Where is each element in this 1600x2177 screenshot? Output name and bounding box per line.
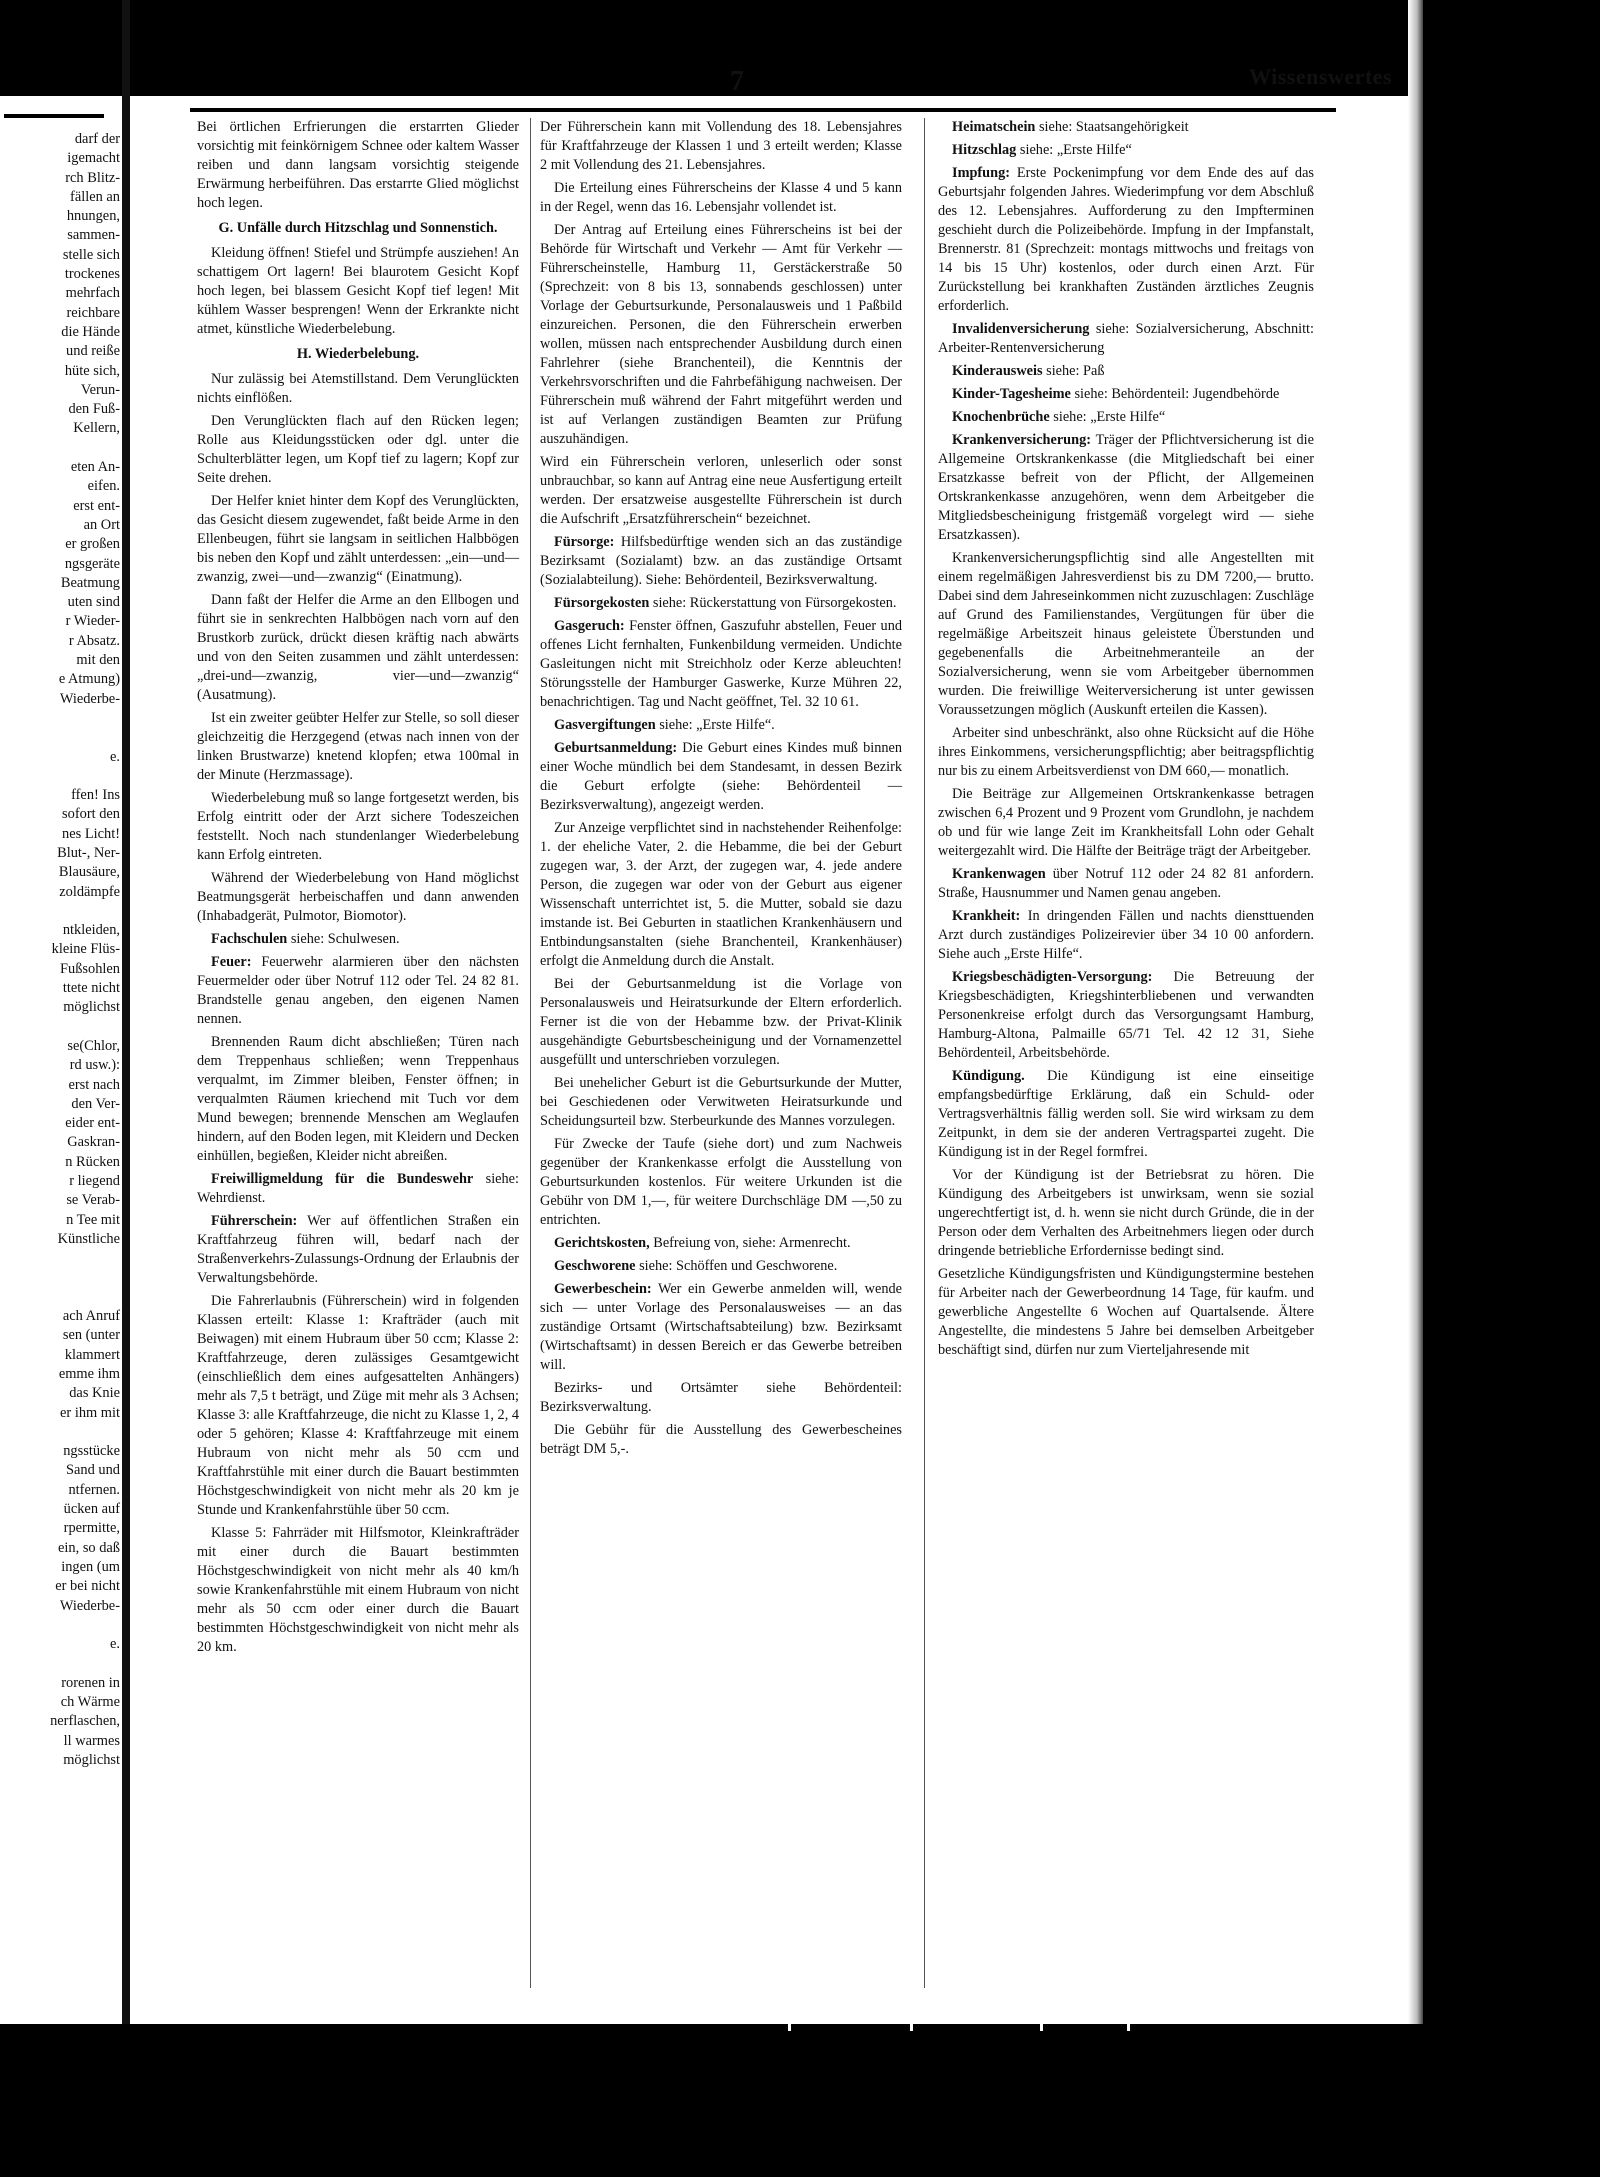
fragment-line: r Wieder-	[65, 613, 120, 630]
text-column-3	[938, 118, 1314, 1364]
entry-keyword: Fachschulen	[211, 931, 288, 947]
fragment-line: igemacht	[67, 150, 120, 167]
fragment-line: uten sind	[67, 594, 120, 611]
fragment-line: mehrfach	[65, 285, 120, 302]
fragment-line: nerflaschen,	[50, 1713, 120, 1730]
paragraph: Wiederbelebung muß so lange fortgesetzt werden, bis Erfolg eintritt oder der Arzt sichere Todeszeichen feststellt. Noch nach stundenlanger Wiederbelebung kann Erfolg eintreten.	[197, 790, 519, 863]
glossary-entry	[938, 968, 1314, 1063]
fragment-line: trockenes	[64, 266, 120, 283]
paragraph: Die Beiträge zur Allgemeinen Ortskrankenkasse betragen zwischen 6,4 Prozent und 9 Prozent vom Grundlohn, je nachdem ob und für wie lange Zeit im Krankheitsfall Lohn oder Gehalt weitergezahlt wird. Die Hälfte der Beiträge trägt der Arbeitgeber.	[938, 786, 1314, 859]
entry-text: siehe: Rückerstattung von Fürsorgekosten.	[649, 595, 897, 611]
fragment-line: ch Wärme	[60, 1694, 120, 1711]
entry-keyword: Geschworene	[554, 1258, 636, 1274]
fragment-line: ngsstücke	[63, 1443, 120, 1460]
fragment-line	[2, 1423, 120, 1442]
subsection-heading: G. Unfälle durch Hitzschlag und Sonnenstich.	[218, 220, 498, 236]
entry-text: siehe: Schöffen und Geschworene.	[635, 1258, 838, 1274]
fragment-line: möglichst	[63, 1751, 120, 1768]
fragment-line	[2, 1269, 120, 1288]
fragment-line: sammen-	[67, 227, 120, 244]
entry-keyword: Gerichtskosten,	[554, 1235, 650, 1251]
entry-keyword: Heimatschein	[952, 119, 1036, 135]
glossary-entry	[197, 953, 519, 1029]
entry-keyword: Gewerbeschein:	[554, 1281, 652, 1297]
glossary-entry	[540, 1234, 902, 1253]
fragment-line: e Atmung)	[58, 671, 120, 688]
entry-text: siehe: „Erste Hilfe“	[1016, 142, 1132, 158]
fragment-line: ach Anruf	[62, 1308, 120, 1325]
fragment-line: zoldämpfe	[59, 883, 120, 900]
entry-text: siehe: Paß	[1042, 363, 1105, 379]
paragraph: Der Führerschein kann mit Vollendung des 18. Lebensjahres für Kraftfahrzeuge der Klassen 1 und 3 erteilt werden; Klasse 2 mit Vollendung des 21. Lebensjahres.	[540, 119, 902, 173]
entry-text: Erste Pockenimpfung vor dem Ende des auf das Geburtsjahr folgenden Jahres. Wiederimpfung vor dem Abschluß des 12. Lebensjahres. Aufforderung zu den Impfterminen geschieht durch die Polizeibehörde. Impfung in der Impfanstalt, Brennerstr. 81 (Sprechzeit: montags mittwochs und freitags von 14 bis 15 Uhr) kostenlos, oder durch einen Arzt. Für Zurückstellung bei krankhaften Zuständen ärztliches Zeugnis erforderlich.	[938, 165, 1314, 314]
entry-keyword: Fürsorge:	[554, 534, 615, 550]
adjacent-page-text	[2, 130, 120, 1770]
fragment-line: rpermitte,	[63, 1520, 120, 1537]
entry-keyword: Krankheit:	[952, 908, 1021, 924]
entry-text: Wer auf öffentlichen Straßen ein Kraftfahrzeug führen will, bedarf nach der Straßenverkehrs-Zulassungs-Ordnung der Erlaubnis der Verwaltungsbehörde.	[197, 1213, 519, 1286]
entry-keyword: Krankenversicherung:	[952, 432, 1091, 448]
scan-tick-mark	[910, 2024, 913, 2031]
paragraph: Ist ein zweiter geübter Helfer zur Stelle, so soll dieser gleichzeitig die Herzgegend (etwas nach innen von der linken Brustwarze) knetend klopfen; etwa 100mal in der Minute (Herzmassage).	[197, 710, 519, 783]
glossary-entry	[938, 408, 1314, 427]
entry-text: Hilfsbedürftige wenden sich an das zuständige Bezirksamt (Sozialamt) bzw. an das zuständige Ortsamt (Sozialabteilung). Siehe: Behördenteil, Bezirksverwaltung.	[540, 534, 902, 588]
glossary-entry	[540, 617, 902, 712]
fragment-line: n Tee mit	[66, 1211, 120, 1228]
column-divider	[924, 118, 925, 1988]
fragment-line: den Fuß-	[68, 401, 120, 418]
fragment-line: eifen.	[87, 478, 120, 495]
fragment-line: Verun-	[80, 381, 120, 398]
fragment-line: fällen an	[70, 188, 120, 205]
glossary-entry	[938, 362, 1314, 381]
text-column-2	[540, 118, 902, 1463]
fragment-line: ntfernen.	[68, 1481, 120, 1498]
fragment-line: emme ihm	[58, 1366, 120, 1382]
paragraph: Brennenden Raum dicht abschließen; Türen nach dem Treppenhaus schließen; wenn Treppenhaus verqualmt, im Zimmer bleiben, Fenster öffnen; in verqualmten Räumen kriechend mit Tuch vor dem Mund bewegen; brennende Menschen am Weglaufen hindern, auf den Boden legen, mit Kleidern und Decken einhüllen, begießen, Kleider nicht abreißen.	[197, 1034, 519, 1164]
fragment-line: Beatmung	[60, 574, 120, 591]
fragment-line: Gaskran-	[67, 1134, 120, 1151]
entry-keyword: Kinderausweis	[952, 363, 1043, 379]
scan-border-bottom	[0, 2024, 1600, 2177]
fragment-line: stelle sich	[62, 246, 120, 263]
fragment-line: klammert	[64, 1346, 120, 1363]
fragment-line	[2, 1616, 120, 1635]
entry-keyword: Impfung:	[952, 165, 1010, 181]
adjacent-page-rule	[4, 114, 104, 118]
entry-keyword: Führerschein:	[211, 1213, 298, 1229]
fragment-line: se Verab-	[66, 1192, 120, 1209]
glossary-entry	[197, 1170, 519, 1208]
section-title: Wissenswertes	[1249, 64, 1392, 89]
fragment-line: Kellern,	[73, 420, 120, 437]
fragment-line: hnungen,	[66, 208, 120, 225]
entry-text: Die Betreuung der Kriegsbeschädigten, Kriegshinterbliebenen und verwandten Personenkreise erfolgt durch das Versorgungsamt Hamburg, Hamburg-Altona, Palmaille 65/71 Tel. 42 12 31, Siehe Behördenteil, Arbeitsbehörde.	[938, 969, 1314, 1061]
page-edge-shadow	[1408, 0, 1423, 2030]
entry-text: siehe: Staatsangehörigkeit	[1035, 119, 1189, 135]
fragment-line: Sand und	[66, 1462, 120, 1479]
fragment-line	[2, 709, 120, 728]
glossary-entry	[197, 1212, 519, 1288]
entry-keyword: Kündigung.	[952, 1068, 1025, 1084]
entry-keyword: Kinder-Tagesheime	[952, 386, 1071, 402]
entry-text: Die Kündigung ist eine einseitige empfangsbedürftige Erklärung, daß ein Schuld- oder Vertragsverhältnis fällig werden soll. Sie wird wirksam zu dem Zeitpunkt, in dem sie der anderen Vertragspartei zugeht. Die Kündigung ist in der Regel formfrei.	[938, 1068, 1314, 1160]
fragment-line: e.	[110, 748, 120, 765]
scan-tick-mark	[1040, 2024, 1043, 2031]
entry-text: Feuerwehr alarmieren über den nächsten Feuermelder oder über Notruf 112 oder Tel. 24 82 81. Brandstelle genau angeben, den eigenen Namen nennen.	[197, 954, 519, 1027]
glossary-entry	[540, 716, 902, 735]
fragment-line: Wiederbe-	[59, 690, 120, 707]
fragment-line: Blausäure,	[58, 864, 120, 881]
text-column-1	[197, 118, 519, 1661]
fragment-line: erst nach	[68, 1076, 120, 1093]
entry-keyword: Feuer:	[211, 954, 252, 970]
fragment-line: und reiße	[66, 343, 120, 360]
page-gutter	[122, 0, 130, 2030]
glossary-entry	[938, 118, 1314, 137]
glossary-entry	[938, 141, 1314, 160]
fragment-line: sen (unter	[62, 1327, 120, 1344]
paragraph: Arbeiter sind unbeschränkt, also ohne Rücksicht auf die Höhe ihres Einkommens, versicherungspflichtig; aber beitragspflichtig nur bis zu einem Arbeitsverdienst von DM 660,— monatlich.	[938, 725, 1314, 779]
paragraph: Vor der Kündigung ist der Betriebsrat zu hören. Die Kündigung des Arbeitgebers ist unwirksam, wenn sie sozial ungerechtfertigt ist, d. h. wenn sie nicht durch Gründe, die in der Person oder dem Verhalten des Arbeitnehmers liegen oder durch dringende betriebliche Erfordernisse bedingt sind.	[938, 1167, 1314, 1259]
column-divider	[530, 118, 531, 1988]
fragment-line	[2, 767, 120, 786]
glossary-entry	[540, 1257, 902, 1276]
fragment-line: r Absatz.	[68, 632, 120, 649]
paragraph: Der Antrag auf Erteilung eines Führerscheins ist bei der Behörde für Wirtschaft und Verkehr — Amt für Verkehr — Führerscheinstelle, Hamburg 11, Gerstäckerstraße 50 (Sprechzeit: von 8 bis 13, sonnabends geschlossen) unter Vorlage der Geburtsurkunde, Personalausweis und 1 Paßbild einzureichen. Personen, die den Führerschein erwerben wollen, müssen nach entsprechender Ausbildung durch einen Fahrlehrer (siehe Branchenteil), die Kenntnis der Verkehrsvorschriften und die Fahrbefähigung nachweisen. Der Führerschein muß während der Fahrt mitgeführt werden und ist auf Verlangen zuständigen Beamten zur Prüfung auszuhändigen.	[540, 222, 902, 447]
entry-text: siehe: Wehrdienst.	[197, 1171, 519, 1206]
fragment-line: er ihm mit	[60, 1404, 120, 1421]
entry-text: über Notruf 112 oder 24 82 81 anfordern. Straße, Hausnummer und Namen genau angeben.	[938, 866, 1314, 901]
paragraph: Nur zulässig bei Atemstillstand. Dem Verunglückten nichts einflößen.	[197, 371, 519, 406]
fragment-line: Blut-, Ner-	[57, 844, 120, 861]
fragment-line: Fußsohlen	[60, 960, 120, 977]
fragment-line: er bei nicht	[55, 1578, 120, 1595]
paragraph: Krankenversicherungspflichtig sind alle Angestellten mit einem regelmäßigen Jahresverdienst bis zu DM 7200,— brutto. Dabei sind dem Jahreseinkommen nicht zuzuschlagen: Zuschläge auf Grund des Familienstandes, Vergütungen für über die regelmäßige Arbeitszeit hinaus geleistete Überstunden und gegebenenfalls die Arbeitnehmeranteile an der Sozialversicherung, wenn sie vom Arbeitgeber übernommen wurden. Die freiwillige Weiterversicherung ist unter gewissen Voraussetzungen möglich (Auskunft erteilen die Kassen).	[938, 550, 1314, 718]
entry-text: In dringenden Fällen und nachts diensttuenden Arzt durch zuständiges Polizeirevier über 34 10 00 anfordern. Siehe auch „Erste Hilfe“.	[938, 908, 1314, 962]
paragraph: Kleidung öffnen! Stiefel und Strümpfe ausziehen! An schattigem Ort lagern! Bei blaurotem Gesicht Kopf hoch legen, bei blassem Gesicht Kopf tief legen! Mit kühlem Wasser besprengen! Wenn der Erkrankte nicht atmet, künstliche Wiederbelebung.	[197, 245, 519, 337]
adjacent-page-fragment	[0, 96, 122, 2024]
fragment-line: mit den	[76, 652, 120, 669]
glossary-entry	[540, 1280, 902, 1375]
glossary-entry	[938, 320, 1314, 358]
paragraph: Klasse 5: Fahrräder mit Hilfsmotor, Kleinkrafträder mit einer durch die Bauart bestimmten Höchstgeschwindigkeit von nicht mehr als 40 km/h sowie Krankenfahrstühle mit einem Hubraum von nicht mehr als 50 ccm oder einer durch die Bauart bestimmten Höchstgeschwindigkeit von nicht mehr als 20 km.	[197, 1525, 519, 1655]
fragment-line: se(Chlor,	[67, 1037, 120, 1054]
document-page	[130, 64, 1408, 2024]
fragment-line: er großen	[65, 536, 120, 553]
entry-keyword: Hitzschlag	[952, 142, 1017, 158]
paragraph: Bezirks- und Ortsämter siehe Behördenteil: Bezirksverwaltung.	[540, 1380, 902, 1415]
fragment-line: ttete nicht	[62, 980, 120, 997]
glossary-entry	[197, 930, 519, 949]
fragment-line: den Ver-	[71, 1095, 120, 1112]
entry-keyword: Knochenbrüche	[952, 409, 1050, 425]
glossary-entry	[938, 907, 1314, 964]
fragment-line: kleine Flüs-	[51, 941, 120, 958]
paragraph: Bei der Geburtsanmeldung ist die Vorlage von Personalausweis und Heiratsurkunde der Eltern erforderlich. Ferner ist die von der Hebamme bzw. der Privat-Klinik ausgehändigte Geburtsbescheinigung und der Vornamenzettel ausgefüllt und unterschrieben vorzulegen.	[540, 976, 902, 1068]
paragraph: Bei unehelicher Geburt ist die Geburtsurkunde der Mutter, bei Geschiedenen oder Verwitweten Heiratsurkunde und Scheidungsurteil bzw. Sterbeurkunde des Mannes vorzulegen.	[540, 1075, 902, 1129]
paragraph: Während der Wiederbelebung von Hand möglichst Beatmungsgerät herbeischaffen und dann anwenden (Inhabadgerät, Pulmotor, Biomotor).	[197, 870, 519, 924]
entry-text: Wer ein Gewerbe anmelden will, wende sich — unter Vorlage des Personalausweises — an das zuständige Ortsamt (Wirtschaftsabteilung) bzw. Bezirksamt (Wirtschaftsamt) in dessen Bereich er das Gewerbe betreiben will.	[540, 1281, 902, 1373]
fragment-line: eider ent-	[65, 1115, 120, 1132]
fragment-line: e.	[110, 1636, 120, 1653]
paragraph: Dann faßt der Helfer die Arme an den Ellbogen und führt sie in senkrechten Halbbögen nach vorn auf den Brustkorb zurück, drückt diesen kräftig nach abwärts und von den Seiten zusammen und zählt unterdessen: „drei-und—zwanzig, vier—und—zwanzig“ (Ausatmung).	[197, 592, 519, 703]
scan-tick-mark	[788, 2024, 791, 2031]
entry-text: Fenster öffnen, Gaszufuhr abstellen, Feuer und offenes Licht fernhalten, Funkenbildung vermeiden. Undichte Gasleitungen nicht mit Streichholz oder Kerze ableuchten! Störungsstelle der Hamburger Gaswerke, Kurze Mühren 22, benachrichtigen. Tag und Nacht geöffnet, Tel. 32 10 61.	[540, 618, 902, 710]
fragment-line: ll warmes	[63, 1732, 120, 1749]
fragment-line: ein, so daß	[58, 1539, 120, 1556]
fragment-line: nes Licht!	[62, 825, 120, 842]
fragment-line: rorenen in	[61, 1674, 120, 1691]
glossary-entry	[540, 739, 902, 815]
fragment-line: darf der	[74, 131, 120, 147]
fragment-line: hüte sich,	[64, 362, 120, 379]
fragment-line: n Rücken	[65, 1153, 120, 1170]
entry-text: Befreiung von, siehe: Armenrecht.	[649, 1235, 851, 1251]
glossary-entry	[938, 385, 1314, 404]
fragment-line: eten An-	[70, 459, 120, 476]
entry-keyword: Gasgeruch:	[554, 618, 625, 634]
fragment-line: ffen! Ins	[71, 787, 120, 804]
fragment-line: ücken auf	[63, 1501, 120, 1518]
fragment-line: Künstliche	[57, 1230, 120, 1247]
entry-text: siehe: Behördenteil: Jugendbehörde	[1070, 386, 1280, 402]
fragment-line	[2, 1018, 120, 1037]
fragment-line: ingen (um	[61, 1558, 120, 1575]
paragraph: Der Helfer kniet hinter dem Kopf des Verunglückten, das Gesicht diesem zugewendet, faßt beide Arme in den Ellenbeugen, führt sie langsam in seitlichen Halbbögen bis neben den Kopf und zählt unterdessen: „ein—und—zwanzig, zwei—und—zwanzig“ (Einatmung).	[197, 493, 519, 585]
fragment-line	[2, 1249, 120, 1268]
fragment-line: die Hände	[61, 323, 120, 340]
fragment-line	[2, 902, 120, 921]
glossary-entry	[938, 164, 1314, 316]
entry-keyword: Freiwilligmeldung für die Bundeswehr	[211, 1171, 474, 1187]
glossary-entry	[938, 1067, 1314, 1162]
fragment-line: r liegend	[69, 1173, 120, 1190]
entry-text: siehe: Schulwesen.	[287, 931, 400, 947]
scan-tick-mark	[1127, 2024, 1130, 2031]
fragment-line	[2, 439, 120, 458]
paragraph: Zur Anzeige verpflichtet sind in nachstehender Reihenfolge: 1. der eheliche Vater, 2. die Hebamme, die bei der Geburt zugegen war, 3. der Arzt, der zugegen war, 4. jede andere Person, die zugegen war oder von der Geburt aus eigener Wissenschaft unterrichtet ist, 5. die Mutter, sobald sie dazu imstande ist. Bei Geburten in staatlichen Krankenhäusern und Entbindungsanstalten (siehe Branchenteil, Krankenhäuser) erfolgt die Anmeldung durch die Anstalt.	[540, 820, 902, 969]
fragment-line: rd usw.):	[69, 1057, 120, 1074]
paragraph: Die Fahrerlaubnis (Führerschein) wird in folgenden Klassen erteilt: Klasse 1: Krafträder (auch mit Beiwagen) mit einem Hubraum über 50 ccm; Klasse 2: Kraftfahrzeuge, deren zulässiges Gesamtgewicht (einschließlich dem eines aufgesattelten Anhängers) mehr als 7,5 t beträgt, und Züge mit mehr als 3 Achsen; Klasse 3: alle Kraftfahrzeuge, die nicht zu Klasse 1, 2, 4 oder 5 gehören; Klasse 4: Kraftfahrzeuge mit einem Hubraum von nicht mehr als 50 ccm und Kraftfahrstühle mit einer durch die Bauart bestimmten Höchstgeschwindigkeit von nicht mehr als 20 km je Stunde und Krankenfahrstühle über 50 ccm.	[197, 1293, 519, 1518]
header-rule	[190, 108, 1336, 112]
paragraph: Für Zwecke der Taufe (siehe dort) und zum Nachweis gegenüber der Krankenkasse erfolgt die Ausstellung von Geburtsurkunden kostenlos. Für weitere Urkunden ist die Gebühr von DM 1,—, für weitere Durchschläge DM —,50 zu entrichten.	[540, 1136, 902, 1228]
fragment-line: ngsgeräte	[64, 555, 120, 572]
glossary-entry	[540, 594, 902, 613]
fragment-line: rch Blitz-	[65, 169, 120, 186]
page-number: 7	[730, 66, 744, 97]
entry-keyword: Kriegsbeschädigten-Versorgung:	[952, 969, 1153, 985]
entry-text: siehe: Sozialversicherung, Abschnitt: Arbeiter-Rentenversicherung	[938, 321, 1314, 356]
fragment-line: sofort den	[62, 806, 120, 823]
scan-border-right	[1423, 0, 1600, 2177]
paragraph: Wird ein Führerschein verloren, unleserlich oder sonst unbrauchbar, so kann auf Antrag eine neue Ausfertigung erteilt werden. Der ersatzweise ausgestellte Führerschein ist durch die Aufschrift „Ersatzführerschein“ bezeichnet.	[540, 454, 902, 527]
subsection-heading: H. Wiederbelebung.	[296, 346, 420, 362]
fragment-line: erst ent-	[73, 497, 120, 514]
fragment-line	[2, 1654, 120, 1673]
entry-keyword: Gasvergiftungen	[554, 717, 656, 733]
entry-text: siehe: „Erste Hilfe“	[1049, 409, 1166, 425]
fragment-line: möglichst	[63, 999, 120, 1016]
entry-keyword: Geburtsanmeldung:	[554, 740, 678, 756]
fragment-line: ntkleiden,	[62, 922, 120, 939]
fragment-line: das Knie	[69, 1385, 120, 1402]
glossary-entry	[540, 533, 902, 590]
fragment-line: an Ort	[83, 516, 120, 533]
entry-keyword: Invalidenversicherung	[952, 321, 1090, 337]
fragment-line: Wiederbe-	[59, 1597, 120, 1614]
entry-text: Die Geburt eines Kindes muß binnen einer Woche mündlich bei dem Standesamt, in dessen Bezirk die Geburt erfolgte (siehe: Behördenteil — Bezirksverwaltung), angezeigt werden.	[540, 740, 902, 813]
paragraph: Gesetzliche Kündigungsfristen und Kündigungstermine bestehen für Arbeiter nach der Gewerbeordnung 14 Tage, für kaufm. und gewerbliche Angestellte 6 Wochen auf Quartalsende. Ältere Angestellte, die mindestens 5 Jahre bei demselben Arbeitgeber beschäftigt sind, dürfen nur zum Vierteljahresende mit	[938, 1266, 1314, 1358]
entry-text: Träger der Pflichtversicherung ist die Allgemeine Ortskrankenkasse (die Mitgliedschaft bei einer Ersatzkasse befreit von der Pflicht, der Allgemeinen Ortskrankenkasse anzugehören, wenn dem Arbeitgeber die Mitgliedsbescheinigung fristgemäß vorgelegt wird — siehe Ersatzkassen).	[938, 432, 1314, 543]
glossary-entry	[938, 431, 1314, 545]
entry-keyword: Fürsorgekosten	[554, 595, 650, 611]
paragraph: Die Gebühr für die Ausstellung des Gewerbescheines beträgt DM 5,-.	[540, 1422, 902, 1457]
glossary-entry	[938, 865, 1314, 903]
paragraph: Die Erteilung eines Führerscheins der Klasse 4 und 5 kann in der Regel, wenn das 16. Lebensjahr vollendet ist.	[540, 180, 902, 215]
paragraph: Den Verunglückten flach auf den Rücken legen; Rolle aus Kleidungsstücken oder dgl. unter die Schulterblätter legen, um Kopf tief zu lagern; Kopf zur Seite drehen.	[197, 413, 519, 486]
paragraph: Bei örtlichen Erfrierungen die erstarrten Glieder vorsichtig mit feinkörnigem Schnee oder kaltem Wasser reiben und dann langsam vorsichtig steigende Erwärmung herbeiführen. Das erstarrte Glied möglichst hoch legen.	[197, 119, 519, 211]
entry-keyword: Krankenwagen	[952, 866, 1046, 882]
fragment-line	[2, 1288, 120, 1307]
fragment-line	[2, 728, 120, 747]
entry-text: siehe: „Erste Hilfe“.	[655, 717, 775, 733]
fragment-line: reichbare	[66, 304, 120, 321]
